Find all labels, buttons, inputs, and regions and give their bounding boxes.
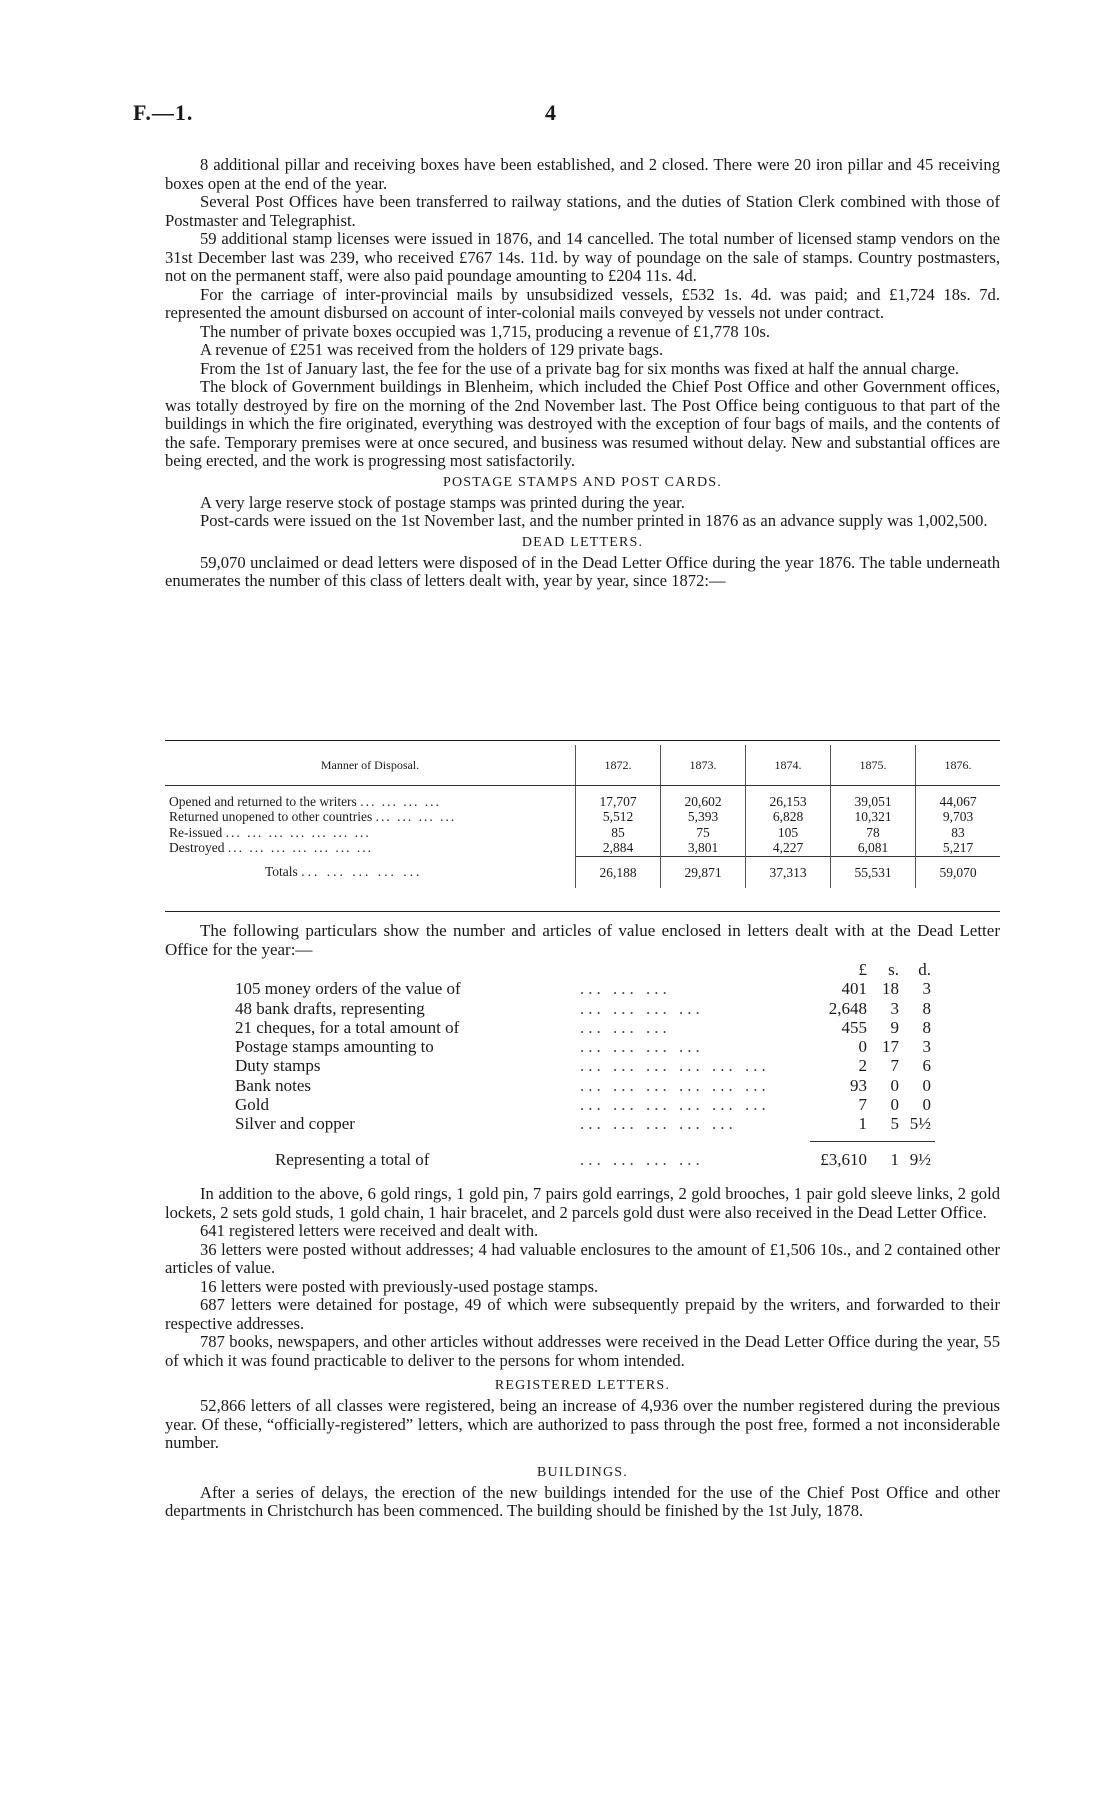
paragraph: 687 letters were detained for postage, 49 of which were subsequently prepaid by the writers, and forwarded to their respective addresses. <box>165 1295 1000 1333</box>
section-title-dead-letters: DEAD LETTERS. <box>521 534 644 550</box>
page-header-reference: F.—1. <box>133 100 194 125</box>
paragraph: 787 books, newspapers, and other articles without addresses were received in the Dead Letter Office during the year, 55 of which it was found practicable to deliver to the persons for whom intended. <box>165 1332 1000 1370</box>
table-row <box>165 840 1000 856</box>
top-text-block <box>165 156 1000 591</box>
table-cell: 3,801 <box>661 840 746 856</box>
table-cell: 39,051 <box>831 794 916 810</box>
table-cell: 5,393 <box>661 809 746 825</box>
table-cell: 9,703 <box>916 809 1001 825</box>
paragraph: 641 registered letters were received and dealt with. <box>200 1221 539 1240</box>
bottom-text-block <box>165 1185 1000 1521</box>
table-cell: 6,828 <box>746 809 831 825</box>
table-cell: 44,067 <box>916 794 1001 810</box>
table-row <box>165 825 1000 841</box>
column-header: 1874. <box>746 745 831 786</box>
currency-header-row <box>235 960 935 979</box>
section-title-postage: POSTAGE STAMPS AND POST CARDS. <box>443 474 722 490</box>
table-cell: 5,512 <box>576 809 661 825</box>
table-row <box>165 794 1000 810</box>
table-row <box>165 809 1000 825</box>
list-item: Bank notes ... ... ... ... ... ... 93 0 0 <box>235 1075 931 1095</box>
totals-row <box>165 856 1000 888</box>
list-item: 21 cheques, for a total amount of ... ... ... 455 9 8 <box>235 1017 931 1037</box>
table-cell: 75 <box>661 825 746 841</box>
particulars-block <box>165 922 1000 959</box>
paragraph: The following particulars show the number and articles of value enclosed in letters dealt with at the Dead Letter Office for the year:— <box>165 921 1000 959</box>
paragraph: 8 additional pillar and receiving boxes have been established, and 2 closed. There were 20 iron pillar and 45 receiving boxes open at the end of the year. <box>165 155 1000 193</box>
valuables-list <box>235 960 935 1169</box>
list-item: Postage stamps amounting to ... ... ... ... 0 17 3 <box>235 1037 931 1057</box>
paragraph: Several Post Offices have been transferred to railway stations, and the duties of Station Clerk combined with those of Postmaster and Telegraphist. <box>165 192 1000 230</box>
table-cell: 78 <box>831 825 916 841</box>
list-item: 48 bank drafts, representing ... ... ... ... 2,648 3 8 <box>235 998 931 1018</box>
table-cell: 17,707 <box>576 794 661 810</box>
row-label: Totals ... ... ... ... ... <box>265 864 423 880</box>
table-cell: 26,153 <box>746 794 831 810</box>
table-top-rule <box>165 740 1000 741</box>
paragraph: After a series of delays, the erection of the new buildings intended for the use of the Chief Post Office and other departments in Christchurch has been commenced. The building should be finished by the 1st July, 1878. <box>165 1482 1000 1520</box>
table-cell: 85 <box>576 825 661 841</box>
table-cell: 26,188 <box>576 856 661 888</box>
table-header-row <box>165 745 1000 786</box>
list-item: Silver and copper ... ... ... ... ... 1 5 5½ <box>235 1114 931 1134</box>
dead-letters-table <box>165 745 1000 888</box>
table-cell: 20,602 <box>661 794 746 810</box>
shillings-header: s. <box>888 960 899 979</box>
paragraph: From the 1st of January last, the fee for the use of a private bag for six months was fixed at half the annual charge. <box>200 358 960 378</box>
paragraph: A revenue of £251 was received from the holders of 129 private bags. <box>200 340 664 359</box>
total-rule <box>810 1141 935 1142</box>
list-item: 105 money orders of the value of ... ... ... 401 18 3 <box>235 979 931 999</box>
table-cell: 37,313 <box>746 856 831 888</box>
column-header: 1872. <box>576 745 661 786</box>
list-item: Duty stamps ... ... ... ... ... ... 2 7 6 <box>235 1056 931 1076</box>
list-item: Gold ... ... ... ... ... ... 7 0 0 <box>235 1095 931 1115</box>
column-header: 1876. <box>916 745 1001 786</box>
table-bottom-rule <box>165 911 1000 912</box>
table-cell: 83 <box>916 825 1001 841</box>
paragraph: 16 letters were posted with previously-used postage stamps. <box>200 1276 599 1296</box>
paragraph: A very large reserve stock of postage stamps was printed during the year. <box>200 492 685 512</box>
paragraph: The number of private boxes occupied was 1,715, producing a revenue of £1,778 10s. <box>200 321 771 341</box>
column-header: 1873. <box>661 745 746 786</box>
table-cell: 5,217 <box>916 840 1001 856</box>
paragraph: 59,070 unclaimed or dead letters were disposed of in the Dead Letter Office during the year 1876. The table underneath enumerates the number of this class of letters dealt with, year by year, since 1872:— <box>165 552 1000 590</box>
pence-header: d. <box>918 960 931 979</box>
total-row: Representing a total of ... ... ... ... £3,610 1 9½ <box>275 1149 931 1169</box>
section-title-buildings: BUILDINGS. <box>537 1464 628 1480</box>
section-title-registered: REGISTERED LETTERS. <box>494 1378 671 1393</box>
row-label: Re-issued ... ... ... ... ... ... ... <box>169 824 371 840</box>
pounds-header: £ <box>858 960 867 979</box>
table-cell: 105 <box>746 825 831 841</box>
table-cell: 6,081 <box>831 840 916 856</box>
paragraph: In addition to the above, 6 gold rings, 1 gold pin, 7 pairs gold earrings, 2 gold brooches, 1 pair gold sleeve links, 2 gold lockets, 2 sets gold studs, 1 gold chain, 1 hair bracelet, and 2 parcels gold dust were also received in the Dead Letter Office. <box>165 1184 1000 1222</box>
table-cell: 2,884 <box>576 840 661 856</box>
paragraph: For the carriage of inter-provincial mails by unsubsidized vessels, £532 1s. 4d. was paid; and £1,724 18s. 7d. represented the amount disbursed on account of inter-colonial mails conveyed by vessels not under contract. <box>165 284 1000 322</box>
column-header: Manner of Disposal. <box>165 745 576 786</box>
table-cell: 29,871 <box>661 856 746 888</box>
paragraph: Post-cards were issued on the 1st November last, and the number printed in 1876 as an advance supply was 1,002,500. <box>200 511 988 530</box>
row-label: Returned unopened to other countries ... ... ... ... <box>169 809 457 824</box>
page-number: 4 <box>545 100 556 125</box>
table-cell: 55,531 <box>831 856 916 888</box>
row-label: Opened and returned to the writers ... ... ... ... <box>169 793 441 809</box>
table-cell: 4,227 <box>746 840 831 856</box>
table-cell: 10,321 <box>831 809 916 825</box>
paragraph: 59 additional stamp licenses were issued in 1876, and 14 cancelled. The total number of licensed stamp vendors on the 31st December last was 239, who received £767 14s. 11d. by way of poundage on the sale of stamps. Country postmasters, not on the permanent staff, were also paid poundage amounting to £204 11s. 4d. <box>165 229 1000 285</box>
column-header: 1875. <box>831 745 916 786</box>
row-label: Destroyed ... ... ... ... ... ... ... <box>169 840 373 856</box>
table-cell: 59,070 <box>916 856 1001 888</box>
paragraph: 36 letters were posted without addresses; 4 had valuable enclosures to the amount of £1,506 10s., and 2 contained other articles of value. <box>165 1239 1000 1277</box>
paragraph: The block of Government buildings in Blenheim, which included the Chief Post Office and other Government offices, was totally destroyed by fire on the morning of the 2nd November last. The Post Office being contiguous to that part of the buildings in which the fire originated, everything was destroyed with the exception of four bags of mails, and the contents of the safe. Temporary premises were at once secured, and business was resumed without delay. New and substantial offices are being erected, and the work is progressing most satisfactorily. <box>165 377 1000 470</box>
paragraph: 52,866 letters of all classes were registered, being an increase of 4,936 over the number registered during the previous year. Of these, “officially-registered” letters, which are authorized to pass through the post free, formed a not inconsiderable number. <box>165 1396 1000 1452</box>
